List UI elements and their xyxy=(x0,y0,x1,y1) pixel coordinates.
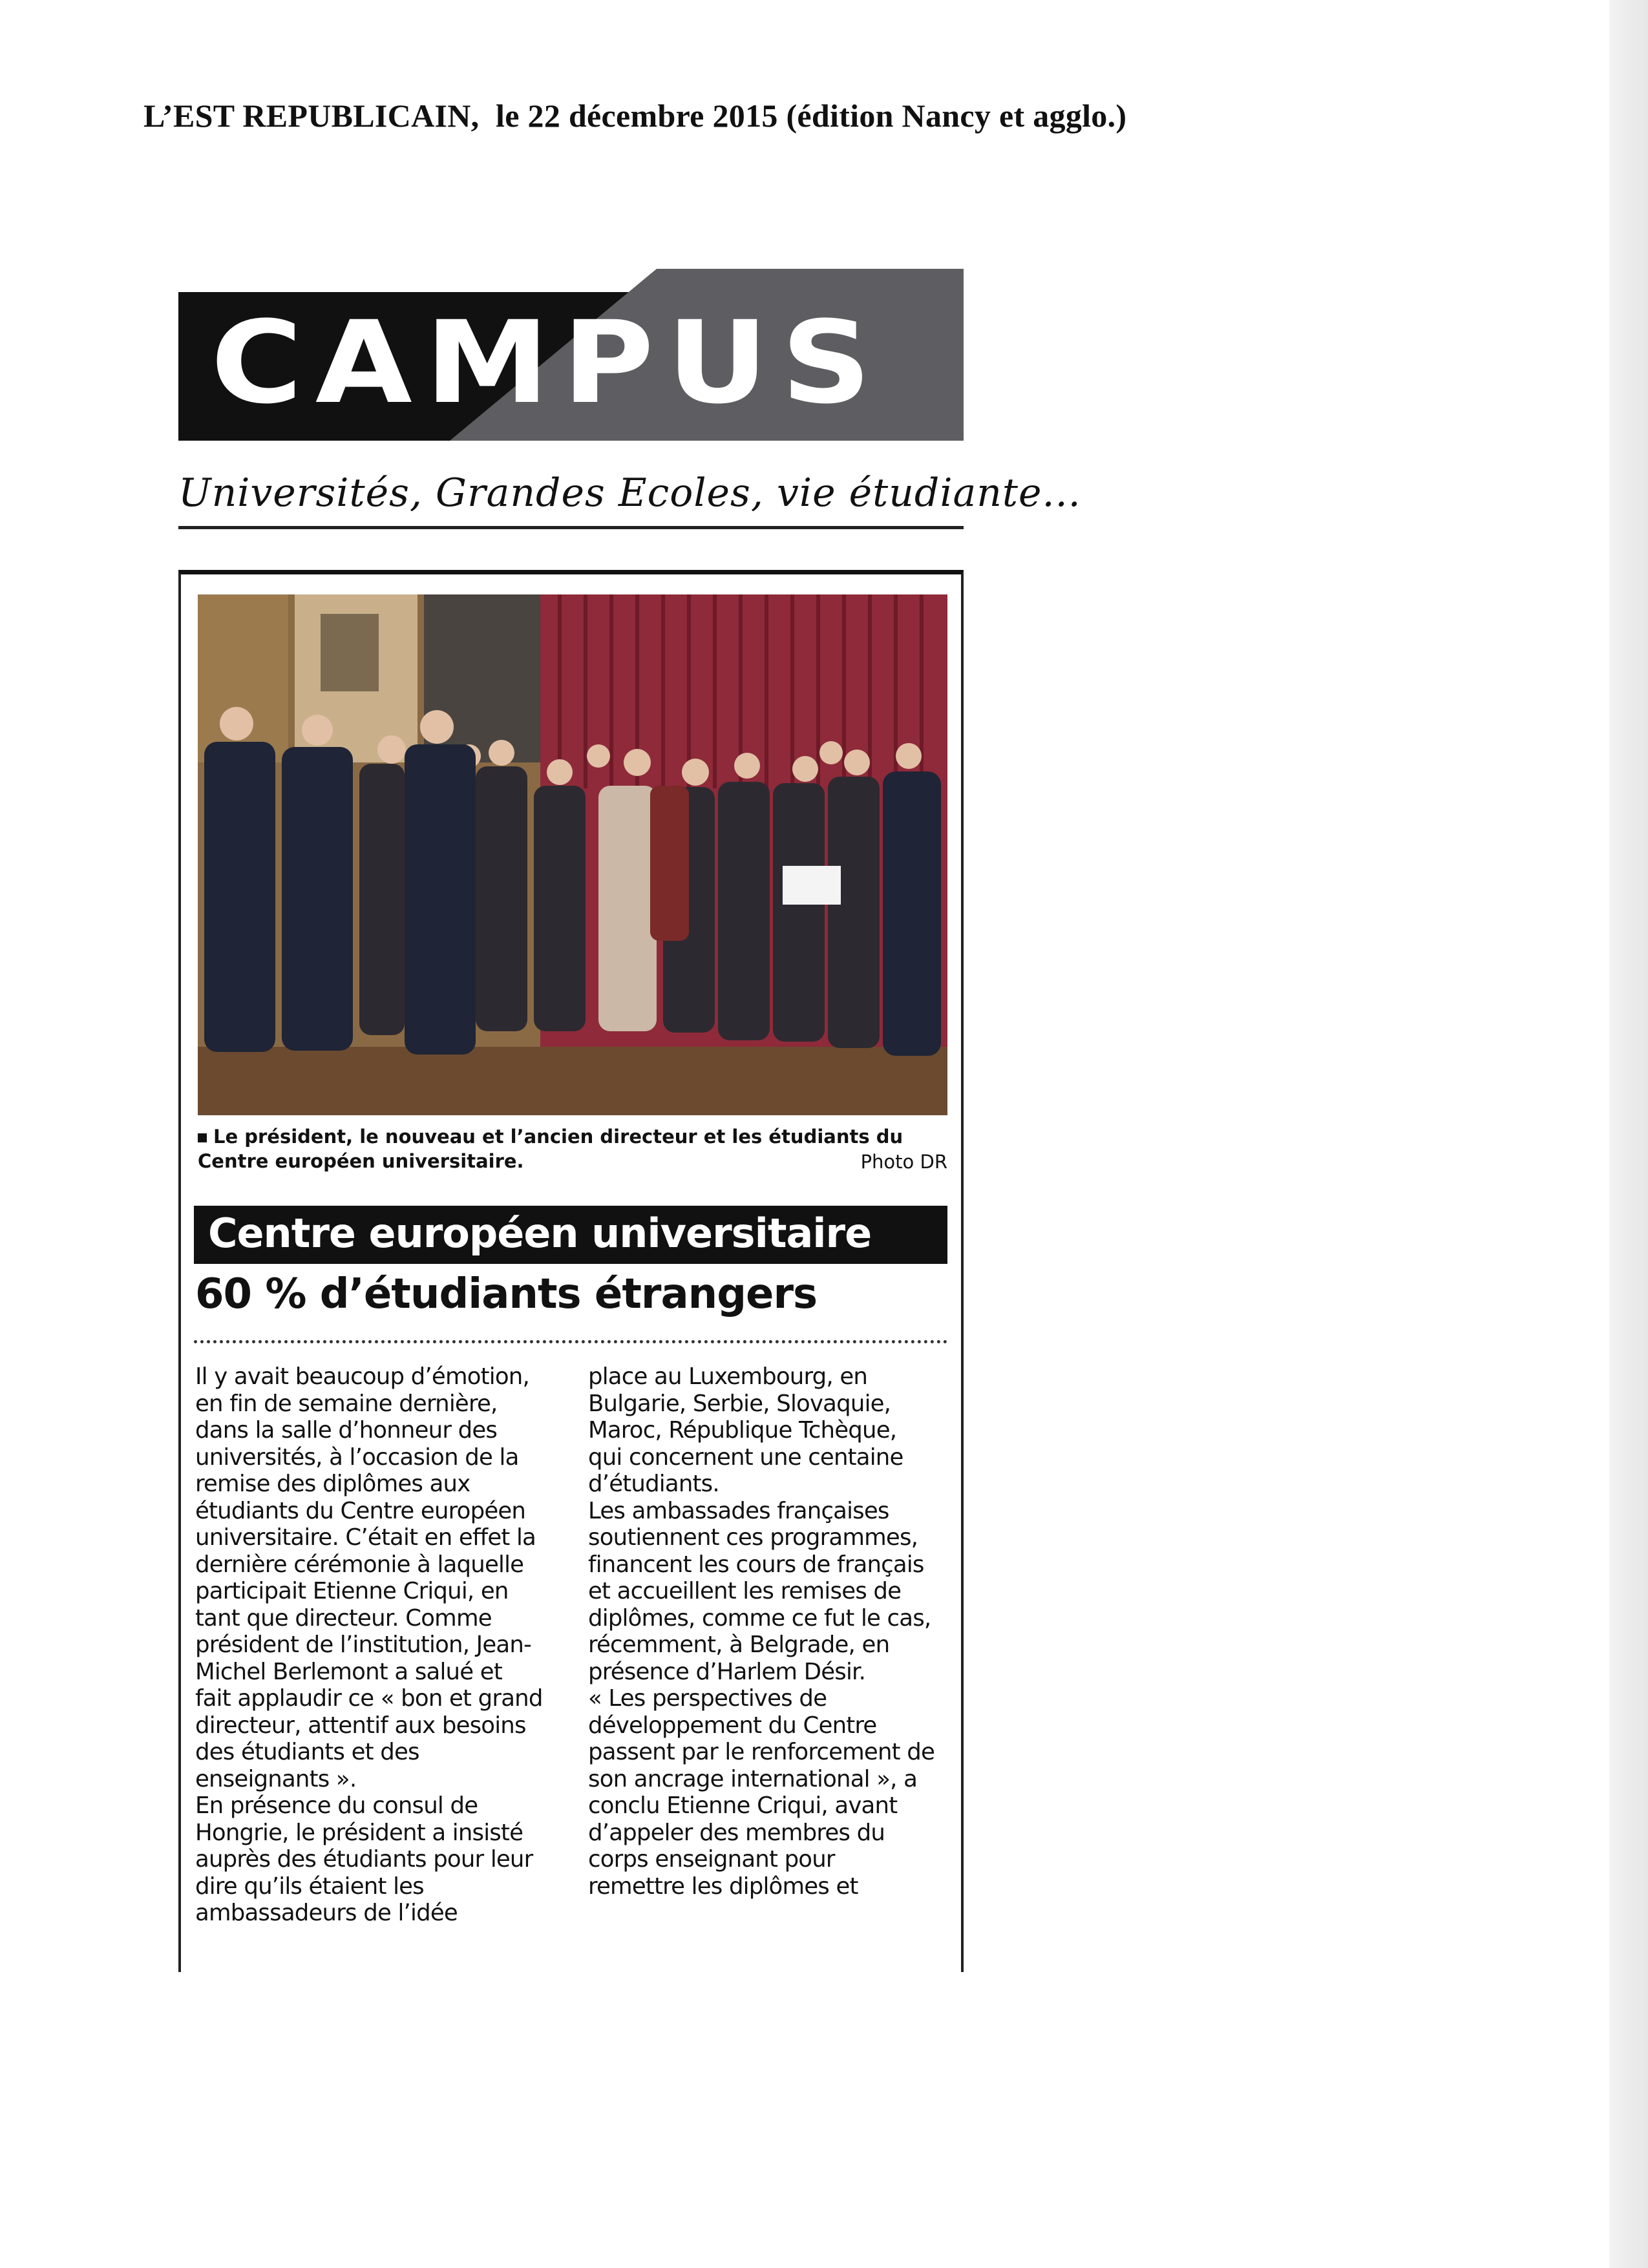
campus-subtitle: Universités, Grandes Ecoles, vie étudiante... xyxy=(178,470,1081,516)
campus-title: CAMPUS xyxy=(211,297,884,429)
article-column-right xyxy=(588,1363,937,1972)
paragraph: En présence du consul de Hongrie, le président a insisté auprès des étudiants pour leur dire qu’ils étaient les ambassadeurs de l’idée xyxy=(195,1792,533,1926)
photo-credit: Photo DR xyxy=(860,1151,947,1173)
kicker-bar xyxy=(194,1206,947,1264)
group-photo xyxy=(198,594,947,1115)
article-column-left xyxy=(195,1363,544,1972)
source-line: L’EST REPUBLICAIN, le 22 décembre 2015 (édition Nancy et agglo.) xyxy=(143,98,1127,134)
paragraph: place au Luxembourg, en Bulgarie, Serbie, Slovaquie, Maroc, République Tchèque, qui concernent une centaine d’étudiants. xyxy=(588,1363,903,1497)
campus-rule xyxy=(178,526,964,529)
paragraph: Il y avait beaucoup d’émotion, en fin de semaine dernière, dans la salle d’honneur des universités, à l’occasion de la remise des diplômes aux étudiants du Centre européen universitaire. C’était en effet la dernière cérémonie à laquelle participait Etienne Criqui, en tant que directeur. Comme président de l’institution, Jean-Michel Berlemont a salué et fait applaudir ce « bon et grand directeur, attentif aux besoins des étudiants et des enseignants ». xyxy=(195,1363,543,1792)
dotted-rule xyxy=(194,1340,947,1343)
paragraph: « Les perspectives de développement du Centre passent par le renforcement de son ancrage international », a conclu Etienne Criqui, avant d’appeler des membres du corps enseignant pour remettre les diplômes et xyxy=(588,1685,935,1900)
kicker-text: Centre européen universitaire xyxy=(208,1210,872,1257)
campus-banner xyxy=(178,269,964,441)
photo-caption-text: Le président, le nouveau et l’ancien directeur et les étudiants du Centre européen universitaire. xyxy=(198,1126,903,1172)
scan-edge xyxy=(1609,0,1648,2268)
caption-bullet-icon xyxy=(198,1133,207,1142)
paragraph: Les ambassades françaises soutiennent ces programmes, financent les cours de français et accueillent les remises de diplômes, comme ce fut le cas, récemment, à Belgrade, en présence d’Harlem Désir. xyxy=(588,1497,931,1685)
headline: 60 % d’étudiants étrangers xyxy=(195,1270,818,1318)
